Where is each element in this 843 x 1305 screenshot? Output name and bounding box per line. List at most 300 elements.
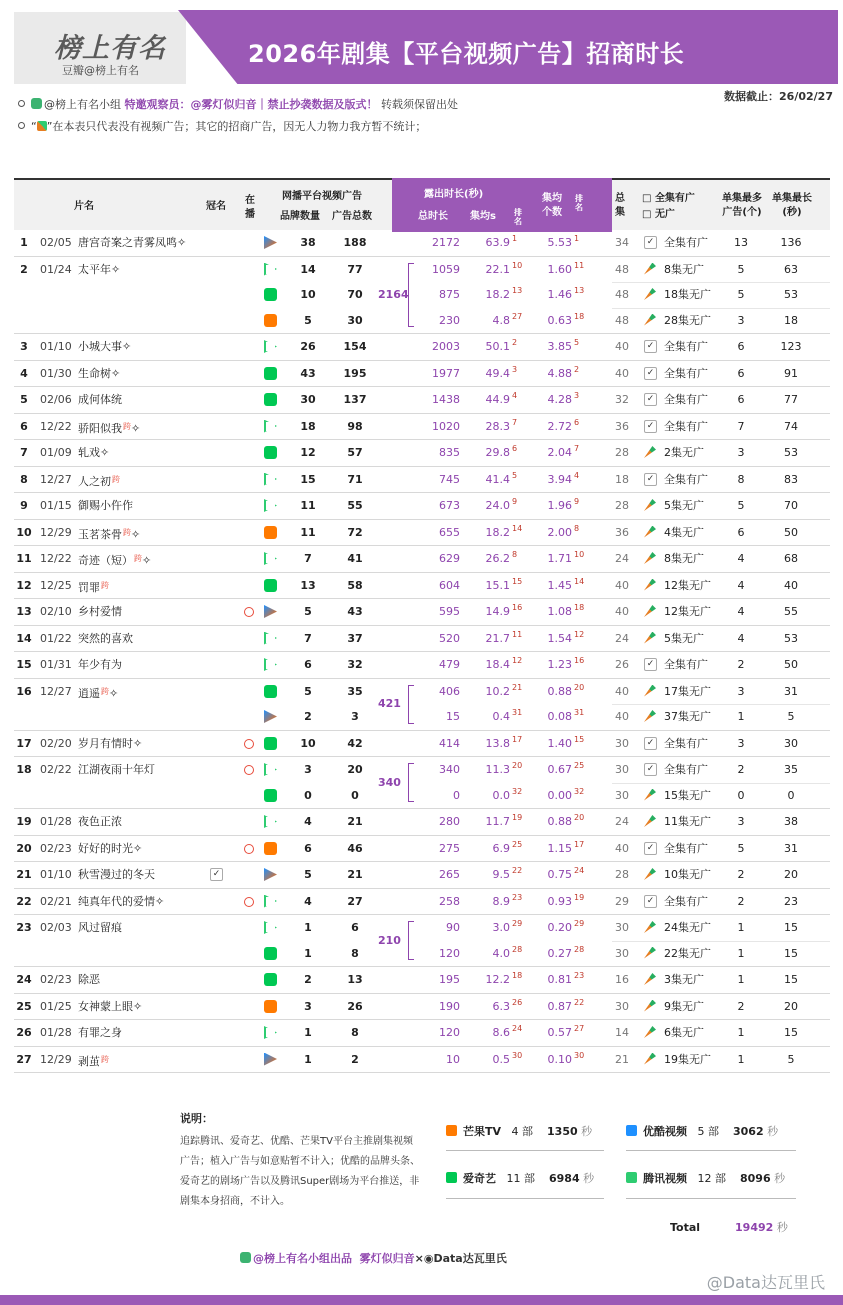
avg-rank: 29 (512, 919, 523, 928)
table-row (14, 546, 830, 573)
cross-year-tag: 跨 (123, 527, 131, 537)
tencent-icon (264, 552, 277, 565)
count-rank: 9 (574, 497, 580, 506)
max-length: 38 (784, 815, 798, 828)
max-ads: 0 (737, 788, 745, 802)
iqiyi-icon (264, 789, 277, 802)
count-rank: 12 (574, 629, 585, 639)
tencent-icon (264, 921, 277, 934)
table-row (14, 387, 830, 414)
carrot-icon (644, 868, 656, 880)
page-title: 2026年剧集【平台视频广告】招商时长 (248, 40, 685, 68)
cross-year-tag: 跨 (123, 421, 131, 431)
max-length: 31 (784, 841, 798, 855)
ads-per-episode: 2.00 (547, 525, 572, 539)
ads-per-episode: 0.63 (547, 313, 572, 327)
exposure-avg: 24.0 (485, 499, 510, 512)
check-icon: ✓ (644, 842, 657, 855)
max-ads: 2 (737, 763, 745, 776)
combined-bracket (408, 263, 414, 328)
max-length: 136 (780, 236, 802, 249)
premiere-date: 02/03 (40, 921, 72, 934)
brand-count: 2 (304, 710, 312, 723)
summary-youku: 优酷视频 5 部 3062 秒 (626, 1123, 778, 1139)
count-rank: 30 (574, 1050, 585, 1060)
ads-per-episode: 0.75 (547, 868, 572, 881)
carrot-icon (644, 921, 656, 933)
brand-count: 5 (304, 313, 312, 327)
carrot-icon (644, 579, 656, 591)
note-text: ”在本表只代表没有视频广告；其它的招商广告，因无人力物力我方暂不统计； (46, 120, 427, 133)
carrot-icon (644, 632, 656, 644)
sub-divider (612, 941, 830, 942)
max-ads: 2 (737, 999, 745, 1013)
col-group: 网播平台视频广告 (282, 191, 362, 202)
check-icon: ✓ (644, 895, 657, 908)
max-length: 20 (784, 999, 798, 1013)
ad-status: 24集无广 (664, 921, 711, 934)
max-length: 30 (784, 736, 798, 750)
drama-title: 剥茧$^跨$ (78, 1054, 109, 1068)
ad-status: 9集无广 (664, 999, 704, 1013)
carrot-icon (644, 314, 656, 326)
episode-count: 36 (615, 525, 629, 539)
episode-count: 24 (615, 552, 629, 565)
premiere-date: 01/25 (40, 999, 72, 1013)
avg-rank: 26 (512, 997, 523, 1007)
sparkle-icon: ✧ (122, 340, 132, 353)
brand-count: 3 (304, 763, 312, 776)
exposure-total: 1438 (432, 393, 460, 406)
iqiyi-icon (264, 973, 277, 986)
summary-mango: 芒果TV 4 部 1350 秒 (446, 1123, 592, 1139)
count-rank: 20 (574, 682, 585, 692)
max-ads: 4 (737, 552, 745, 565)
ads-per-episode: 0.87 (547, 999, 572, 1013)
ad-status: 12集无广 (664, 605, 711, 618)
ads-per-episode: 1.08 (547, 605, 572, 618)
table-row (14, 334, 830, 361)
max-length: 15 (784, 921, 798, 934)
tencent-icon (264, 263, 277, 276)
episode-count: 28 (615, 446, 629, 459)
exposure-avg: 50.1 (485, 340, 510, 353)
drama-title: 唐宫奇案之青雾凤鸣✧ (78, 236, 187, 249)
brand-count: 3 (304, 999, 312, 1013)
rank-number: 20 (16, 841, 32, 855)
exposure-total: 280 (439, 815, 460, 828)
exposure-total: 2003 (432, 340, 460, 353)
episode-count: 30 (615, 788, 629, 802)
combined-bracket (408, 763, 414, 802)
count-rank: 28 (574, 944, 585, 954)
count-rank: 4 (574, 470, 580, 480)
max-ads: 5 (737, 288, 745, 301)
ads-per-episode: 0.81 (547, 973, 572, 986)
drama-title: 人之初$^跨$ (78, 474, 120, 488)
carrot-icon (644, 1000, 656, 1012)
ad-status: 15集无广 (664, 788, 711, 802)
ads-per-episode: 4.28 (547, 393, 572, 406)
table-row (14, 626, 830, 653)
sparkle-icon: ✧ (131, 421, 141, 435)
exposure-total: 406 (439, 684, 460, 698)
drama-title: 除恶 (78, 973, 100, 986)
ad-total: 0 (351, 788, 359, 802)
premiere-date: 01/28 (40, 1026, 72, 1039)
exposure-avg: 18.4 (485, 658, 510, 671)
col-all-ads: □ 全集有广 (642, 193, 695, 204)
ads-per-episode: 1.15 (547, 841, 572, 855)
max-length: 83 (784, 472, 798, 486)
episode-count: 30 (615, 946, 629, 960)
exposure-avg: 4.8 (492, 313, 510, 327)
airing-icon (244, 765, 254, 775)
avg-rank: 12 (512, 656, 523, 665)
sub-divider (612, 282, 830, 283)
carrot-icon (644, 973, 656, 985)
combined-total: 210 (378, 933, 401, 947)
brand-count: 4 (304, 815, 312, 828)
episode-count: 30 (615, 999, 629, 1013)
max-length: 53 (784, 288, 798, 301)
ads-per-episode: 0.20 (547, 921, 572, 934)
ad-status: 全集有广 (664, 340, 708, 353)
premiere-date: 02/06 (40, 393, 72, 406)
avg-rank: 11 (512, 629, 523, 639)
col-no-ads: □ 无广 (642, 209, 675, 220)
episode-count: 48 (615, 313, 629, 327)
sparkle-icon: ✧ (109, 686, 119, 700)
avg-rank: 23 (512, 892, 523, 902)
count-rank: 5 (574, 338, 580, 347)
iqiyi-icon (264, 737, 277, 750)
exposure-total: 629 (439, 552, 460, 565)
count-rank: 11 (574, 260, 585, 270)
ad-total: 188 (343, 236, 367, 249)
ad-total: 58 (347, 578, 363, 592)
drama-title: 玉茗茶骨$^跨$✧ (78, 527, 141, 541)
col-per-ep: 集均个数 (542, 193, 562, 218)
iqiyi-icon (264, 393, 277, 406)
table-row (14, 361, 830, 388)
bullet-icon (18, 122, 25, 129)
premiere-date: 12/25 (40, 578, 72, 592)
ad-total: 41 (347, 552, 363, 565)
brand-count: 1 (304, 1026, 312, 1039)
exposure-total: 595 (439, 605, 460, 618)
ad-total: 154 (343, 340, 367, 353)
max-length: 53 (784, 631, 798, 645)
ads-per-episode: 0.08 (547, 710, 572, 723)
brand-count: 2 (304, 973, 312, 986)
max-ads: 4 (737, 631, 745, 645)
brand-count: 7 (304, 552, 312, 565)
ad-total: 27 (347, 894, 363, 908)
ad-total: 21 (347, 815, 363, 828)
avg-rank: 20 (512, 761, 523, 770)
avg-rank: 6 (512, 444, 518, 453)
premiere-date: 02/20 (40, 736, 72, 750)
note-line-2: “ ”在本表只代表没有视频广告；其它的招商广告，因无人力物力我方暂不统计； (18, 118, 426, 134)
exposure-avg: 28.3 (485, 419, 510, 433)
rank-number: 3 (20, 340, 28, 353)
exposure-total: 414 (439, 736, 460, 750)
sparkle-icon: ✧ (133, 999, 143, 1013)
youku-icon (264, 710, 277, 723)
exposure-avg: 44.9 (485, 393, 510, 406)
max-ads: 13 (734, 236, 748, 249)
rank-number: 19 (16, 815, 32, 828)
max-ads: 3 (737, 815, 745, 828)
max-ads: 6 (737, 366, 745, 380)
drama-title: 奇迹（短）$^跨$✧ (78, 554, 152, 567)
exposure-avg: 8.6 (492, 1026, 510, 1039)
exposure-avg: 0.0 (492, 788, 510, 802)
episode-count: 29 (615, 894, 629, 908)
avg-rank: 25 (512, 839, 523, 849)
bullet-icon (18, 100, 25, 107)
brand-count: 11 (300, 499, 316, 512)
ad-total: 2 (351, 1052, 359, 1066)
drama-title: 秋雪漫过的冬天 (78, 868, 155, 881)
col-rank: 排名 (514, 208, 522, 226)
rank-number: 10 (16, 525, 32, 539)
episode-count: 40 (615, 710, 629, 723)
ad-status: 3集无广 (664, 973, 704, 986)
exposure-avg: 29.8 (485, 446, 510, 459)
col-rank-2: 排名 (575, 194, 583, 212)
ad-total: 46 (347, 841, 363, 855)
ad-status: 全集有广 (664, 894, 708, 908)
exposure-avg: 12.2 (485, 973, 510, 986)
count-rank: 25 (574, 761, 585, 770)
premiere-date: 02/05 (40, 236, 72, 249)
rank-number: 2 (20, 262, 28, 276)
brand-count: 5 (304, 605, 312, 618)
max-length: 63 (784, 262, 798, 276)
rank-number: 11 (16, 552, 32, 565)
table-row (14, 862, 830, 889)
tencent-icon (264, 473, 277, 486)
max-ads: 1 (737, 946, 745, 960)
brand-count: 11 (300, 525, 316, 539)
rank-number: 16 (16, 684, 32, 698)
drama-title: 岁月有情时✧ (78, 736, 143, 750)
ad-status: 6集无广 (664, 1026, 704, 1039)
ad-total: 195 (343, 366, 367, 380)
rank-number: 23 (16, 921, 32, 934)
divider (626, 1150, 796, 1151)
rank-number: 1 (20, 236, 28, 249)
check-icon: ✓ (644, 367, 657, 380)
douban-icon (31, 98, 42, 109)
carrot-icon (644, 288, 656, 300)
count-rank: 10 (574, 550, 585, 559)
brand-count: 14 (300, 262, 316, 276)
tencent-icon (264, 632, 277, 645)
max-length: 91 (784, 366, 798, 380)
iqiyi-icon (264, 367, 277, 380)
ads-per-episode: 3.94 (547, 472, 572, 486)
max-length: 23 (784, 894, 798, 908)
premiere-date: 02/23 (40, 973, 72, 986)
youku-icon (264, 868, 277, 881)
avg-rank: 13 (512, 286, 523, 295)
ads-per-episode: 0.00 (547, 788, 572, 802)
max-length: 77 (784, 393, 798, 406)
table-row (14, 467, 830, 494)
check-icon: ✓ (644, 420, 657, 433)
exposure-total: 275 (439, 841, 460, 855)
max-ads: 3 (737, 446, 745, 459)
mango-icon (264, 526, 277, 539)
cross-year-tag: 跨 (112, 474, 120, 484)
note-group: @榜上有名小组 (44, 98, 121, 111)
episode-count: 40 (615, 340, 629, 353)
combined-total: 340 (378, 775, 401, 789)
avg-rank: 22 (512, 866, 523, 875)
note-line-1 (18, 96, 458, 112)
check-icon: ✓ (644, 658, 657, 671)
carrot-icon (644, 263, 656, 275)
table-header (14, 178, 830, 230)
exposure-total: 1977 (432, 366, 460, 380)
check-icon: ✓ (644, 763, 657, 776)
brand-count: 6 (304, 841, 312, 855)
exposure-total: 195 (439, 973, 460, 986)
episode-count: 48 (615, 262, 629, 276)
premiere-date: 12/27 (40, 472, 72, 486)
ad-total: 13 (347, 973, 363, 986)
ad-total: 8 (351, 946, 359, 960)
summary-iqiyi: 爱奇艺 11 部 6984 秒 (446, 1170, 594, 1186)
episode-count: 24 (615, 631, 629, 645)
ads-per-episode: 5.53 (547, 236, 572, 249)
brand-count: 5 (304, 868, 312, 881)
table-row (14, 915, 830, 967)
ad-total: 72 (347, 525, 363, 539)
divider (626, 1198, 796, 1199)
ad-status: 全集有广 (664, 393, 708, 406)
exposure-total: 0 (453, 788, 460, 802)
exposure-avg: 22.1 (485, 262, 510, 276)
episode-count: 32 (615, 393, 629, 406)
sparkle-icon: ✧ (142, 554, 152, 567)
divider (446, 1198, 604, 1199)
exposure-total: 655 (439, 525, 460, 539)
max-ads: 4 (737, 578, 745, 592)
drama-title: 夜色正浓 (78, 815, 122, 828)
airing-icon (244, 897, 254, 907)
premiere-date: 01/09 (40, 446, 72, 459)
carrot-icon (644, 685, 656, 697)
max-ads: 3 (737, 313, 745, 327)
exposure-avg: 49.4 (485, 366, 510, 380)
max-ads: 2 (737, 894, 745, 908)
max-length: 15 (784, 1026, 798, 1039)
count-rank: 18 (574, 311, 585, 321)
ad-total: 8 (351, 1026, 359, 1039)
ad-total: 98 (347, 419, 363, 433)
premiere-date: 12/27 (40, 684, 72, 698)
ad-status: 17集无广 (664, 684, 711, 698)
exposure-avg: 14.9 (485, 605, 510, 618)
drama-title: 生命树✧ (78, 366, 121, 380)
rank-number: 9 (20, 499, 28, 512)
rank-number: 24 (16, 973, 32, 986)
rank-number: 5 (20, 393, 28, 406)
drama-title: 突然的喜欢 (78, 631, 133, 645)
exposure-total: 1059 (432, 262, 460, 276)
premiere-date: 12/22 (40, 552, 72, 565)
max-length: 15 (784, 973, 798, 986)
combined-total: 2164 (378, 287, 409, 301)
ad-total: 77 (347, 262, 363, 276)
exposure-total: 340 (439, 763, 460, 776)
table-row (14, 257, 830, 335)
mango-icon (446, 1125, 457, 1136)
brand-count: 7 (304, 631, 312, 645)
table-row (14, 230, 830, 257)
rank-number: 18 (16, 763, 32, 776)
col-name: 片名 (74, 201, 94, 212)
rank-number: 7 (20, 446, 28, 459)
avg-rank: 7 (512, 417, 518, 427)
exposure-total: 190 (439, 999, 460, 1013)
col-avg: 集均s (470, 211, 496, 222)
col-episodes: 总集 (615, 193, 625, 218)
iqiyi-icon (264, 579, 277, 592)
exposure-total: 479 (439, 658, 460, 671)
ad-status: 5集无广 (664, 499, 704, 512)
summary-total: Total 19492 秒 (670, 1221, 788, 1234)
carrot-icon (644, 552, 656, 564)
ad-status: 22集无广 (664, 946, 711, 960)
weibo-icon: ◉ (423, 1252, 434, 1265)
brand-count: 12 (300, 446, 316, 459)
max-ads: 6 (737, 340, 745, 353)
ad-total: 37 (347, 631, 363, 645)
ad-status: 全集有广 (664, 763, 708, 776)
sparkle-icon: ✧ (155, 894, 165, 908)
max-length: 68 (784, 552, 798, 565)
watermark: @Data达瓦里氏 (706, 1273, 825, 1292)
drama-title: 女神蒙上眼✧ (78, 999, 143, 1013)
brand-count: 0 (304, 788, 312, 802)
exposure-avg: 9.5 (492, 868, 510, 881)
ads-per-episode: 4.88 (547, 366, 572, 380)
avg-rank: 3 (512, 364, 518, 374)
rank-number: 22 (16, 894, 32, 908)
count-rank: 29 (574, 919, 585, 928)
tencent-icon (264, 895, 277, 908)
exposure-avg: 26.2 (485, 552, 510, 565)
episode-count: 30 (615, 763, 629, 776)
count-rank: 23 (574, 971, 585, 980)
ads-per-episode: 1.96 (547, 499, 572, 512)
count-rank: 32 (574, 786, 585, 796)
episode-count: 24 (615, 815, 629, 828)
youku-icon (264, 236, 277, 249)
exposure-total: 10 (446, 1052, 460, 1066)
episode-count: 16 (615, 973, 629, 986)
table-row (14, 994, 830, 1021)
check-icon: ✓ (644, 340, 657, 353)
count-rank: 1 (574, 234, 580, 243)
count-rank: 19 (574, 892, 585, 902)
max-ads: 5 (737, 499, 745, 512)
